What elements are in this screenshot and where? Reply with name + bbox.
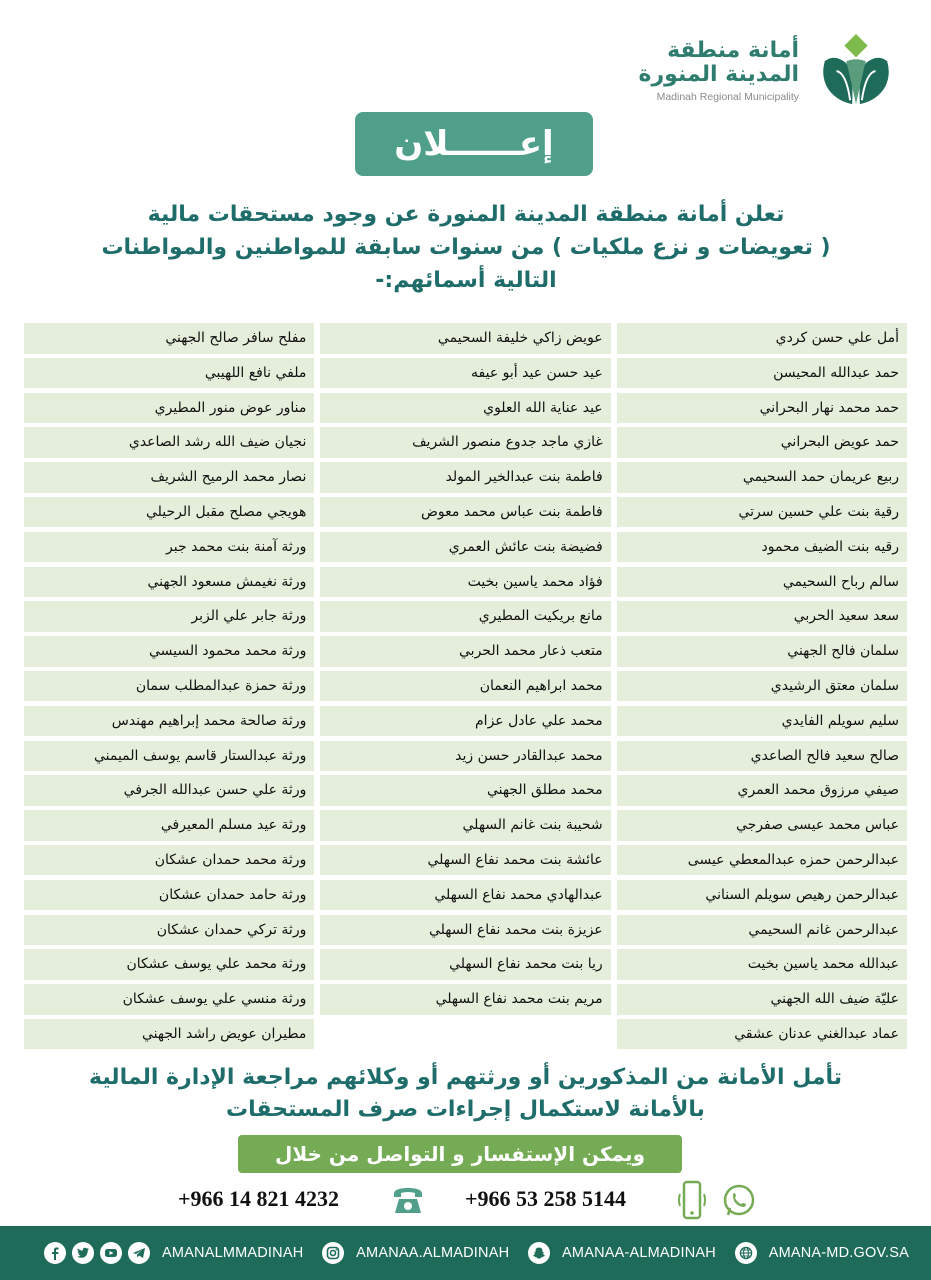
- name-row: ريا بنت محمد نفاع السهلي: [320, 949, 610, 980]
- snapchat-icon[interactable]: [528, 1242, 550, 1264]
- logo-text: [639, 39, 799, 103]
- announcement-title: إعــــــلان: [355, 112, 593, 176]
- name-row: حمد عويض البحراني: [617, 427, 907, 458]
- logo-english-name: Madinah Regional Municipality: [656, 91, 799, 103]
- name-row: محمد عبدالقادر حسن زيد: [320, 741, 610, 772]
- name-row: عبدالهادي محمد نفاع السهلي: [320, 880, 610, 911]
- name-row: فاطمة بنت عبدالخير المولد: [320, 462, 610, 493]
- phone-numbers-row: [0, 1178, 931, 1224]
- names-table: [24, 323, 907, 1054]
- name-row: عويض زاكي خليفة السحيمي: [320, 323, 610, 354]
- landline-number[interactable]: +966 14 821 4232: [178, 1186, 340, 1211]
- name-row: مناور عوض منور المطيري: [24, 393, 314, 424]
- name-row: شحيبة بنت غانم السهلي: [320, 810, 610, 841]
- name-row: ورثة محمد محمود السيسي: [24, 636, 314, 667]
- social-group-4: [735, 1242, 909, 1264]
- social-handle-amanalmmadinah[interactable]: AMANALMMADINAH: [162, 1245, 304, 1261]
- globe-icon[interactable]: [735, 1242, 757, 1264]
- name-row: عبدالله محمد ياسين بخيت: [617, 949, 907, 980]
- name-row: رقيه بنت الضيف محمود: [617, 532, 907, 563]
- name-row: ملفي نافع اللهيبي: [24, 358, 314, 389]
- palm-logo-icon: [817, 32, 895, 110]
- intro-line-3: التالية أسمائهم:-: [375, 268, 557, 293]
- name-row: ورثة حمزة عبدالمطلب سمان: [24, 671, 314, 702]
- name-row: رقية بنت علي حسين سرتي: [617, 497, 907, 528]
- name-row: نصار محمد الرميح الشريف: [24, 462, 314, 493]
- intro-line-1: تعلن أمانة منطقة المدينة المنورة عن وجود مستحقات مالية: [147, 202, 785, 227]
- names-column-left: [24, 323, 314, 1054]
- social-group-3: [528, 1242, 716, 1264]
- name-row: حمد عبدالله المحيسن: [617, 358, 907, 389]
- name-row: محمد ابراهيم النعمان: [320, 671, 610, 702]
- name-row: ربيع عريمان حمد السحيمي: [617, 462, 907, 493]
- name-row: عيد حسن عيد أبو عيفه: [320, 358, 610, 389]
- intro-line-2: ( تعويضات و نزع ملكيات ) من سنوات سابقة للمواطنين والمواطنات: [101, 235, 831, 260]
- mobile-number[interactable]: +966 53 258 5144: [465, 1186, 627, 1211]
- instagram-icon[interactable]: [322, 1242, 344, 1264]
- name-row: مانع بريكيت المطيري: [320, 601, 610, 632]
- social-group-2: [322, 1242, 509, 1264]
- name-row: مريم بنت محمد نفاع السهلي: [320, 984, 610, 1015]
- logo-arabic-line-1: أمانة منطقة: [667, 38, 799, 63]
- name-row: سلمان معتق الرشيدي: [617, 671, 907, 702]
- social-footer-bar: [0, 1226, 931, 1280]
- name-row: أمل علي حسن كردي: [617, 323, 907, 354]
- name-row: ورثة آمنة بنت محمد جبر: [24, 532, 314, 563]
- name-row: عزيزة بنت محمد نفاع السهلي: [320, 915, 610, 946]
- name-row: عبدالرحمن غانم السحيمي: [617, 915, 907, 946]
- social-handle-snapchat[interactable]: AMANAA-ALMADINAH: [562, 1245, 716, 1261]
- name-row: سعد سعيد الحربي: [617, 601, 907, 632]
- name-row: ورثة علي حسن عبدالله الجرفي: [24, 775, 314, 806]
- name-row: فضيضة بنت عائش العمري: [320, 532, 610, 563]
- name-row: عباس محمد عيسى صفرجي: [617, 810, 907, 841]
- name-row: عيد عناية الله العلوي: [320, 393, 610, 424]
- name-row: فؤاد محمد ياسين بخيت: [320, 567, 610, 598]
- contact-label: ويمكن الإستفسار و التواصل من خلال: [238, 1135, 682, 1173]
- name-row: ورثة عيد مسلم المعيرفي: [24, 810, 314, 841]
- logo-arabic-line-2: المدينة المنورة: [638, 62, 799, 87]
- name-row: عبدالرحمن رهيص سويلم السناني: [617, 880, 907, 911]
- name-row: ورثة نغيمش مسعود الجهني: [24, 567, 314, 598]
- name-row: نجيان ضيف الله رشد الصاعدي: [24, 427, 314, 458]
- whatsapp-icon[interactable]: [720, 1182, 758, 1220]
- name-row: ورثة جابر علي الزبر: [24, 601, 314, 632]
- name-row: مفلح سافر صالح الجهني: [24, 323, 314, 354]
- name-row: عماد عبدالغني عدنان عشقي: [617, 1019, 907, 1050]
- name-row: هويجي مصلح مقبل الرحيلي: [24, 497, 314, 528]
- name-row: سلمان فالح الجهني: [617, 636, 907, 667]
- name-row: ورثة تركي حمدان عشكان: [24, 915, 314, 946]
- website-link[interactable]: AMANA-MD.GOV.SA: [768, 1245, 909, 1261]
- names-column-right: [617, 323, 907, 1054]
- name-row: متعب ذعار محمد الحربي: [320, 636, 610, 667]
- name-row: غازي ماجد جدوع منصور الشريف: [320, 427, 610, 458]
- name-row: عليّة ضيف الله الجهني: [617, 984, 907, 1015]
- municipality-logo: [639, 32, 895, 110]
- name-row: سالم رباح السحيمي: [617, 567, 907, 598]
- name-row: محمد علي عادل عزام: [320, 706, 610, 737]
- name-row: عبدالرحمن حمزه عبدالمعطي عيسى: [617, 845, 907, 876]
- telephone-icon: [390, 1182, 426, 1218]
- name-row: حمد محمد نهار البحراني: [617, 393, 907, 424]
- youtube-icon[interactable]: [100, 1242, 122, 1264]
- name-row: صالح سعيد فالح الصاعدي: [617, 741, 907, 772]
- social-handle-instagram[interactable]: AMANAA.ALMADINAH: [356, 1245, 510, 1261]
- telegram-icon[interactable]: [128, 1242, 150, 1264]
- social-group-1: [44, 1242, 303, 1264]
- mobile-phone-icon: [677, 1180, 707, 1222]
- name-row: صيفي مرزوق محمد العمري: [617, 775, 907, 806]
- name-row: [320, 1019, 610, 1050]
- name-row: ورثة محمد حمدان عشكان: [24, 845, 314, 876]
- name-row: محمد مطلق الجهني: [320, 775, 610, 806]
- twitter-icon[interactable]: [72, 1242, 94, 1264]
- name-row: فاطمة بنت عباس محمد معوض: [320, 497, 610, 528]
- outro-line-2: بالأمانة لاستكمال إجراءات صرف المستحقات: [226, 1097, 705, 1122]
- names-column-middle: [320, 323, 610, 1054]
- name-row: ورثة صالحة محمد إبراهيم مهندس: [24, 706, 314, 737]
- name-row: ورثة حامد حمدان عشكان: [24, 880, 314, 911]
- name-row: ورثة منسي علي يوسف عشكان: [24, 984, 314, 1015]
- name-row: مطيران عويض راشد الجهني: [24, 1019, 314, 1050]
- facebook-icon[interactable]: [44, 1242, 66, 1264]
- name-row: ورثة عبدالستار قاسم يوسف الميمني: [24, 741, 314, 772]
- name-row: سليم سويلم الفايدي: [617, 706, 907, 737]
- name-row: عائشة بنت محمد نفاع السهلي: [320, 845, 610, 876]
- outro-line-1: تأمل الأمانة من المذكورين أو ورثتهم أو وكلائهم مراجعة الإدارة المالية: [88, 1065, 843, 1090]
- outro-paragraph: [30, 1062, 901, 1126]
- intro-paragraph: [40, 198, 892, 297]
- name-row: ورثة محمد علي يوسف عشكان: [24, 949, 314, 980]
